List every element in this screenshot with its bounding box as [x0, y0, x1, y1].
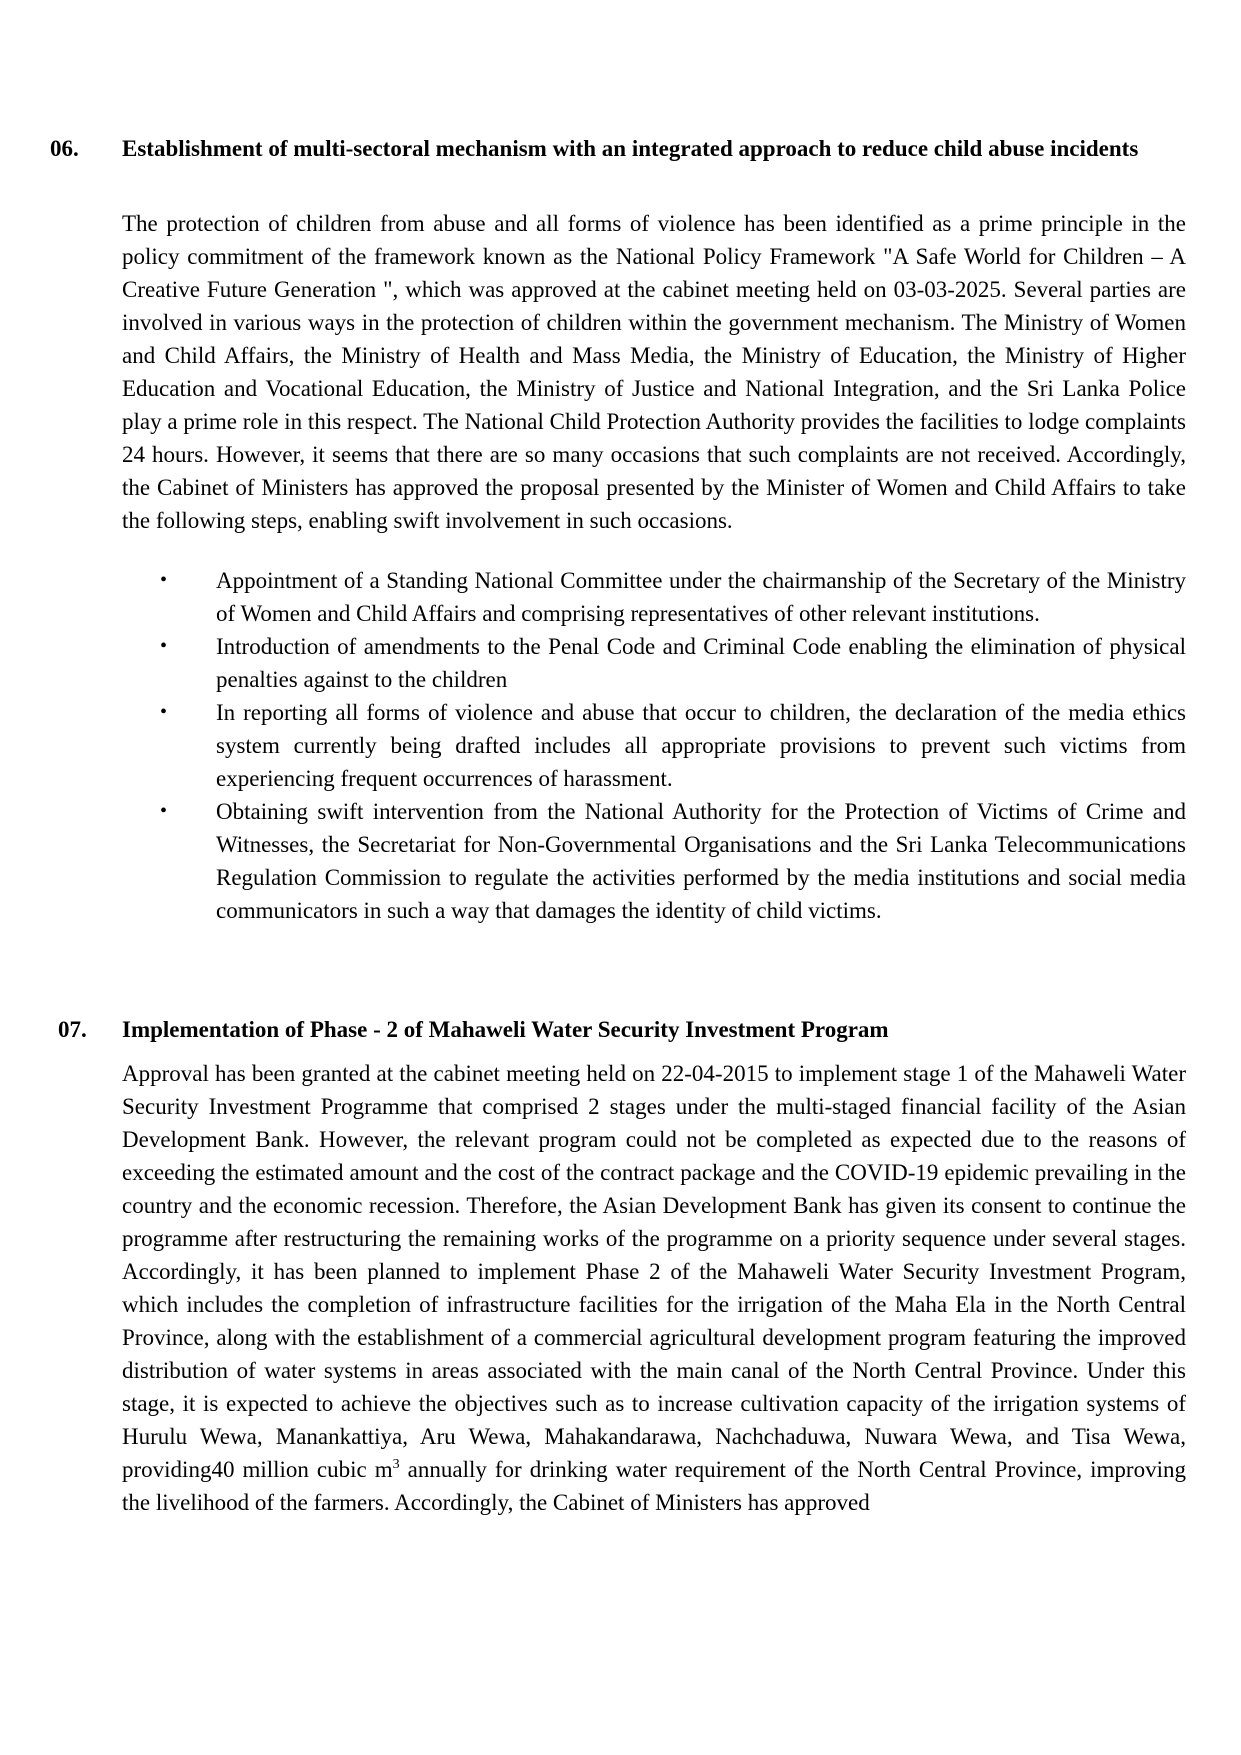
bullet-text: In reporting all forms of violence and abuse that occur to children, the declaration of the media ethics system currently being drafted includes all appropriate provisions to prevent such victims from experiencing frequent occurrences of harassment. — [216, 700, 1186, 791]
bullet-text: Obtaining swift intervention from the National Authority for the Protection of Victims of Crime and Witnesses, the Secretariat for Non-Governmental Organisations and the Sri Lanka Telecommunications Regulation Commission to regulate the activities performed by the media institutions and social media communicators in such a way that damages the identity of child victims. — [216, 799, 1186, 923]
bullet-icon: • — [160, 569, 168, 591]
bullet-icon: • — [160, 800, 168, 822]
superscript: 3 — [392, 1457, 400, 1472]
section-07-heading — [58, 1013, 1186, 1046]
list-item — [122, 564, 1186, 630]
section-06-title: Establishment of multi-sectoral mechanism with an integrated approach to reduce child abuse incidents — [122, 136, 1139, 161]
section-07-title: Implementation of Phase - 2 of Mahaweli Water Security Investment Program — [122, 1017, 889, 1042]
list-item — [122, 795, 1186, 927]
section-07-text-part-2: annually for drinking water requirement of the North Central Province, improving the livelihood of the farmers. Accordingly, the Cabinet of Ministers has approved — [122, 1457, 1186, 1515]
bullet-text: Introduction of amendments to the Penal Code and Criminal Code enabling the elimination of physical penalties against to the children — [216, 634, 1186, 692]
list-item — [122, 696, 1186, 795]
section-07-paragraph — [122, 1057, 1186, 1519]
section-06-number: 06. — [50, 136, 79, 161]
section-07-text-part-1: Approval has been granted at the cabinet meeting held on 22-04-2015 to implement stage 1 of the Mahaweli Water Security Investment Programme that comprised 2 stages under the multi-staged financial facility of the Asian Development Bank. However, the relevant program could not be completed as expected due to the reasons of exceeding the estimated amount and the cost of the contract package and the COVID-19 epidemic prevailing in the country and the economic recession. Therefore, the Asian Development Bank has given its consent to continue the programme after restructuring the remaining works of the programme on a priority sequence under several stages. Accordingly, it has been planned to implement Phase 2 of the Mahaweli Water Security Investment Program, which includes the completion of infrastructure facilities for the irrigation of the Maha Ela in the North Central Province, along with the establishment of a commercial agricultural development program featuring the improved distribution of water systems in areas associated with the main canal of the North Central Province. Under this stage, it is expected to achieve the objectives such as to increase cultivation capacity of the irrigation systems of Hurulu Wewa, Manankattiya, Aru Wewa, Mahakandarawa, Nachchaduwa, Nuwara Wewa, and Tisa Wewa, providing40 million cubic m — [122, 1061, 1186, 1482]
bullet-icon: • — [160, 635, 168, 657]
list-item — [122, 630, 1186, 696]
bullet-icon: • — [160, 701, 168, 723]
section-06-bullet-list — [122, 564, 1186, 927]
section-06-heading — [50, 132, 1186, 165]
bullet-text: Appointment of a Standing National Committee under the chairmanship of the Secretary of the Ministry of Women and Child Affairs and comprising representatives of other relevant institutions. — [216, 568, 1186, 626]
section-06-paragraph: The protection of children from abuse and all forms of violence has been identified as a prime principle in the policy commitment of the framework known as the National Policy Framework "A Safe World for Children – A Creative Future Generation ", which was approved at the cabinet meeting held on 03-03-2025. Several parties are involved in various ways in the protection of children within the government mechanism. The Ministry of Women and Child Affairs, the Ministry of Health and Mass Media, the Ministry of Education, the Ministry of Higher Education and Vocational Education, the Ministry of Justice and National Integration, and the Sri Lanka Police play a prime role in this respect. The National Child Protection Authority provides the facilities to lodge complaints 24 hours. However, it seems that there are so many occasions that such complaints are not received. Accordingly, the Cabinet of Ministers has approved the proposal presented by the Minister of Women and Child Affairs to take the following steps, enabling swift involvement in such occasions. — [122, 211, 1186, 533]
section-07-number: 07. — [58, 1017, 87, 1042]
